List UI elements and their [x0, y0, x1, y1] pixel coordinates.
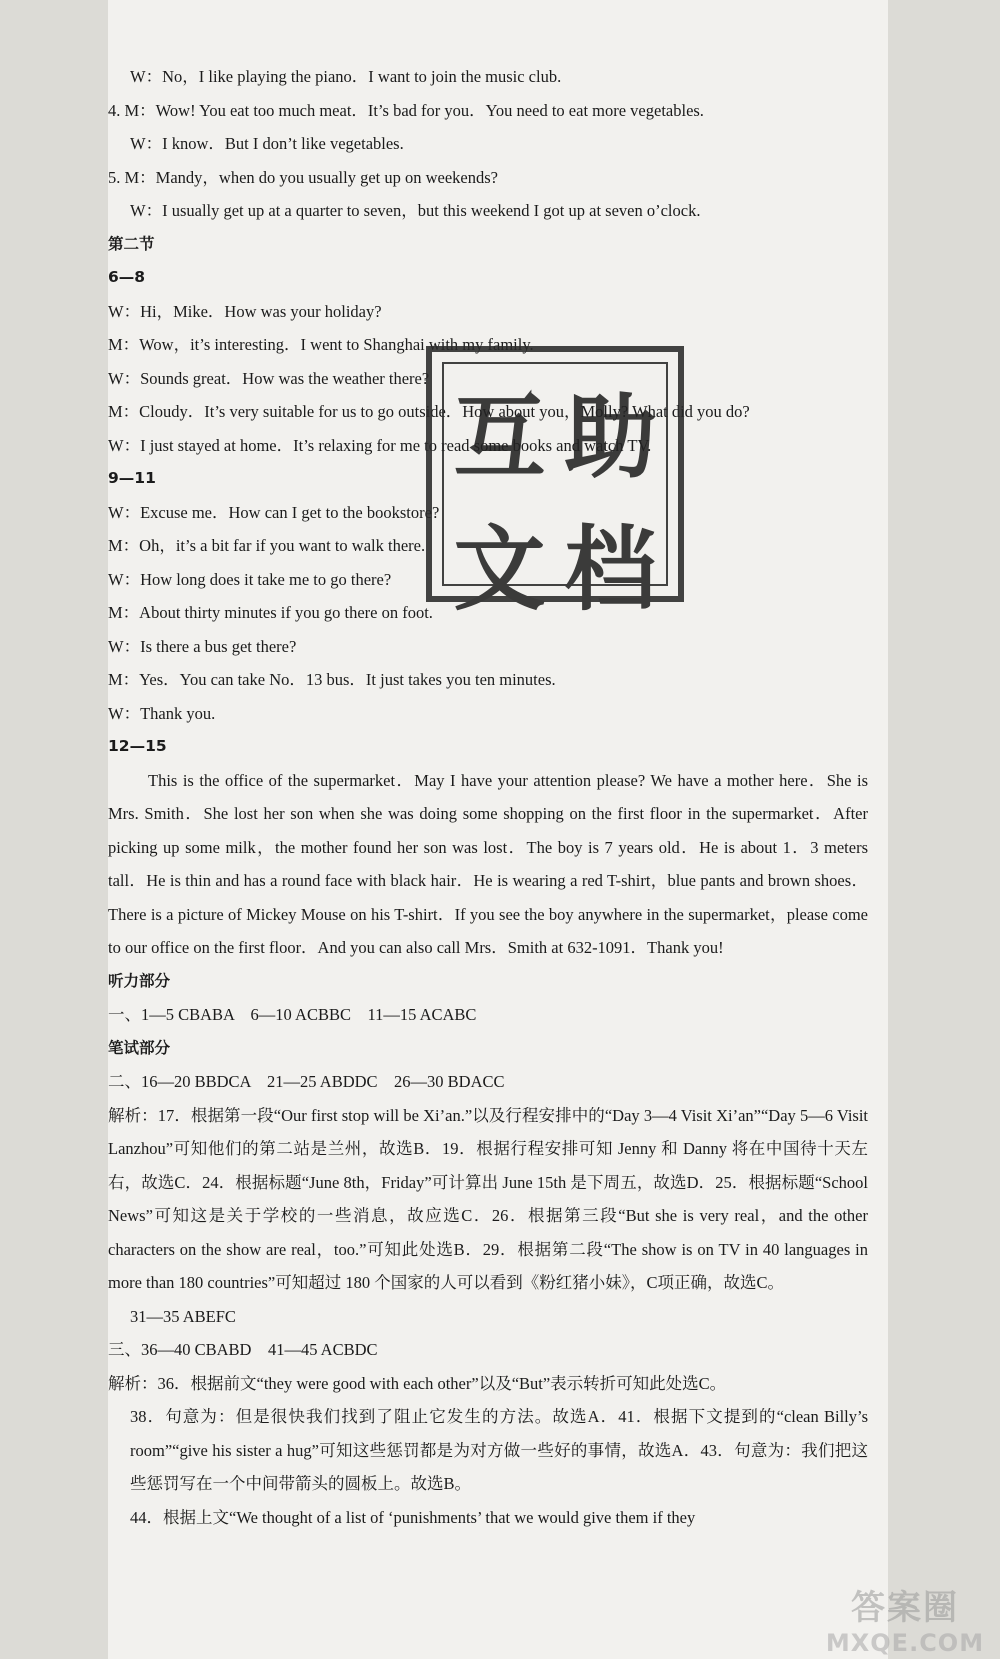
text-line: 第二节 — [108, 234, 155, 253]
stamp-char: 互 — [453, 384, 546, 491]
text-line: W：Sounds great．How was the weather there? — [108, 368, 430, 388]
stamp-char: 文 — [453, 516, 546, 623]
text-line: 4. M：Wow! You eat too much meat．It’s bad for you．You need to eat more vegetables. — [108, 100, 704, 120]
text-line: 笔试部分 — [108, 1038, 171, 1057]
text-line: 解析：17．根据第一段“Our first stop will be Xi’an.”以及行程安排中的“Day 3—4 Visit Xi’an”“Day 5—6 Visit Lanzhou”可知他们的第二站是兰州，故选B．19．根据行程安排可知 Jenny 和 Danny 将在中国待十天左右，故选C．24．根据标题“June 8th，Friday”可计算出 June 15th 是下周五，故选D．25．根据标题“School News”可知这是关于学校的一些消息，故应选C．26．根据第三段“But she is very real，and the other characters on the show are real，too.”可知此处选B．29．根据第二段“The show is on TV in 40 languages in more than 180 countries”可知超过 180 个国家的人可以看到《粉红猪小妹》，C项正确，故选C。 — [108, 1105, 868, 1292]
text-line: W：How long does it take me to go there? — [108, 569, 392, 589]
logo-sub-text: MXQE.COM — [825, 1628, 985, 1657]
text-line: 二、16—20 BBDCA 21—25 ABDDC 26—30 BDACC — [108, 1072, 505, 1091]
text-line: 解析：36．根据前文“they were good with each other”以及“But”表示转折可知此处选C。 — [108, 1373, 727, 1393]
text-line: W：I just stayed at home．It’s relaxing for me to read some books and watch TV. — [108, 435, 652, 455]
text-line: 6—8 — [108, 268, 146, 286]
text-line: 44．根据上文“We thought of a list of ‘punishments’ that we would give them if they — [130, 1507, 696, 1527]
watermark-stamp — [426, 346, 684, 623]
text-line: W：I usually get up at a quarter to seven，but this weekend I got up at seven o’clock. — [130, 201, 701, 220]
text-line: W：Hi，Mike．How was your holiday? — [108, 301, 382, 321]
text-line: 5. M：Mandy，when do you usually get up on weekends? — [108, 167, 498, 187]
text-line: 12—15 — [108, 737, 167, 755]
text-line: 听力部分 — [108, 971, 171, 990]
text-line: 31—35 ABEFC — [130, 1306, 236, 1326]
text-line: 三、36—40 CBABD 41—45 ACBDC — [108, 1340, 378, 1359]
text-line: M：Yes．You can take No．13 bus．It just takes you ten minutes. — [108, 670, 556, 689]
text-line: W：Excuse me．How can I get to the bookstore? — [108, 502, 440, 522]
text-line: W：Thank you. — [108, 703, 216, 723]
logo-main-text: 答案圈 — [851, 1587, 959, 1628]
text-line: M：Cloudy．It’s very suitable for us to go outside．How about you，Molly? What did you do? — [108, 402, 750, 421]
text-line: 一、1—5 CBABA 6—10 ACBBC 11—15 ACABC — [108, 1005, 477, 1024]
text-line: This is the office of the supermarket．May I have your attention please? We have a mother here．She is Mrs. Smith．She lost her son when she was doing some shopping on the first floor in the supermarket．After picking up some milk，the mother found her son was lost．The boy is 7 years old．He is about 1．3 meters tall．He is thin and has a round face with black hair．He is wearing a red T-shirt，blue pants and brown shoes．There is a picture of Mickey Mouse on his T-shirt．If you see the boy anywhere in the supermarket，please come to our office on the first floor．And you can also call Mrs．Smith at 632-1091．Thank you! — [108, 770, 868, 957]
site-logo — [816, 1580, 994, 1656]
text-line: M：Oh，it’s a bit far if you want to walk there. — [108, 536, 426, 555]
text-line: 38．句意为：但是很快我们找到了阻止它发生的方法。故选A．41．根据下文提到的“clean Billy’s room”“give his sister a hug”可知这些惩罚都是为对方做一些好的事情，故选A．43．句意为：我们把这些惩罚写在一个中间带箭头的圆板上。故选B。 — [130, 1407, 868, 1493]
text-line: W：Is there a bus get there? — [108, 636, 297, 656]
text-line: M：Wow，it’s interesting．I went to Shanghai with my family. — [108, 335, 534, 354]
text-line: 9—11 — [108, 469, 156, 487]
stamp-char: 助 — [564, 384, 657, 491]
scan-left-margin — [0, 0, 108, 1659]
stamp-char: 档 — [564, 516, 657, 623]
text-line: W：I know．But I don’t like vegetables. — [130, 134, 404, 153]
text-line: W：No，I like playing the piano．I want to join the music club. — [130, 67, 562, 86]
answer-key-text — [108, 60, 868, 1534]
scan-right-margin — [888, 0, 1000, 1659]
text-line: M：About thirty minutes if you go there on foot. — [108, 603, 433, 622]
